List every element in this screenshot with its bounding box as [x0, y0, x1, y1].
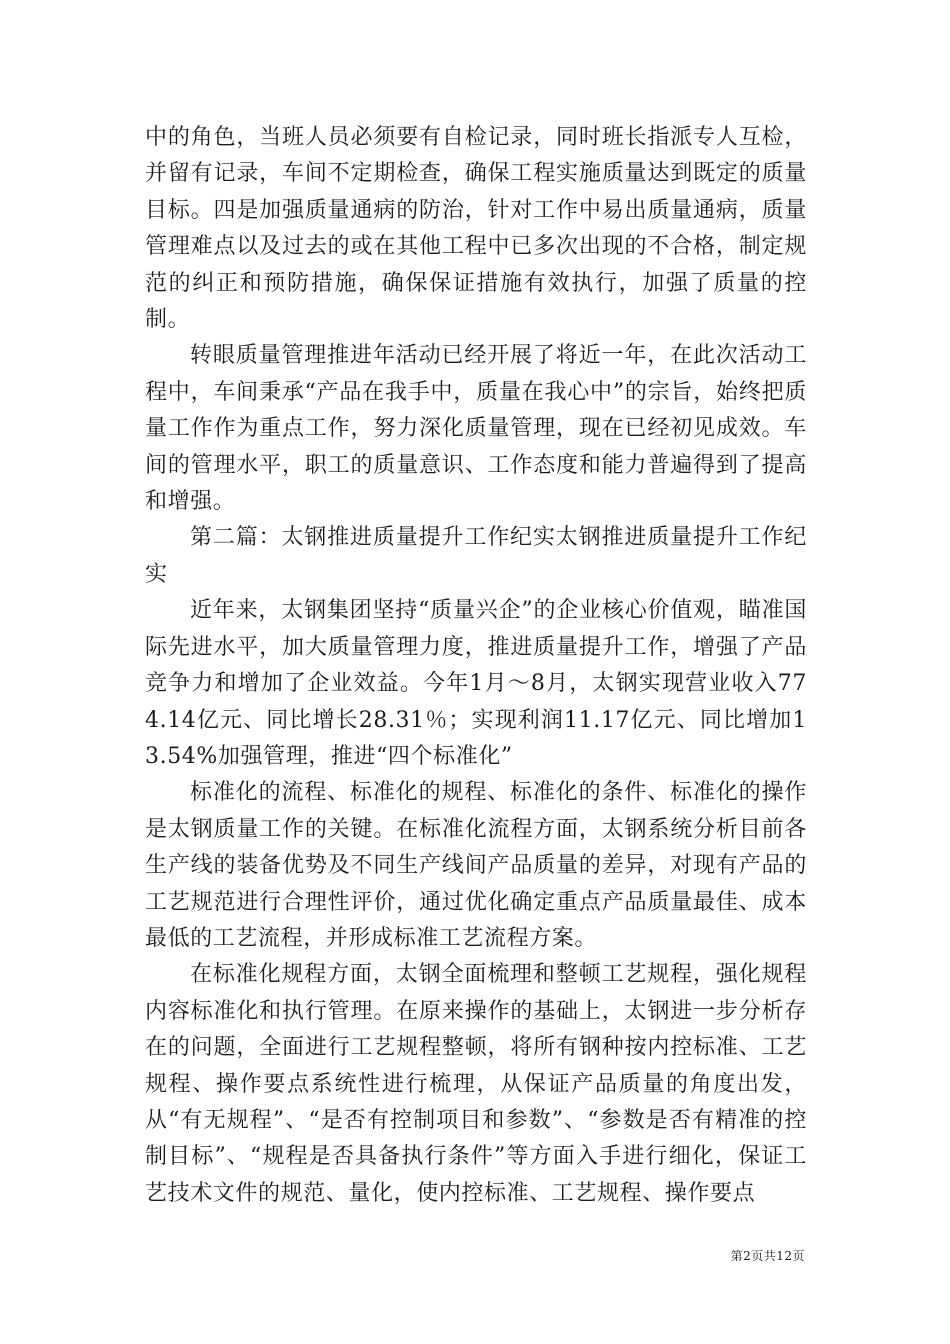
- paragraph-1: 中的角色，当班人员必须要有自检记录，同时班长指派专人互检，并留有记录，车间不定期检查，确保工程实施质量达到既定的质量目标。四是加强质量通病的防治，针对工作中易出质量通病，质量管理难点以及过去的或在其他工程中已多次出现的不合格，制定规范的纠正和预防措施，确保保证措施有效执行，加强了质量的控制。: [145, 125, 807, 333]
- paragraph-2: 转眼质量管理推进年活动已经开展了将近一年，在此次活动工程中，车间秉承“产品在我手中，质量在我心中”的宗旨，始终把质量工作作为重点工作，努力深化质量管理，现在已经初见成效。车间的管理水平，职工的质量意识、工作态度和能力普遍得到了提高和增强。: [145, 343, 807, 515]
- page-number: 第2页共12页: [730, 1249, 805, 1263]
- document-body: [145, 120, 807, 1212]
- paragraph-5: 在标准化规程方面，太钢全面梳理和整顿工艺规程，强化规程内容标准化和执行管理。在原来操作的基础上，太钢进一步分析存在的问题，全面进行工艺规程整顿，将所有钢种按内控标准、工艺规程、操作要点系统性进行梳理，从保证产品质量的角度出发，从“有无规程”、“是否有控制项目和参数”、“参数是否有精准的控制目标”、“规程是否具备执行条件”等方面入手进行细化，保证工艺技术文件的规范、量化，使内控标准、工艺规程、操作要点: [145, 962, 807, 1206]
- paragraph-3: 近年来，太钢集团坚持“质量兴企”的企业核心价值观，瞄准国际先进水平，加大质量管理力度，推进质量提升工作，增强了产品竞争力和增加了企业效益。今年1月～8月，太钢实现营业收入774.14亿元、同比增长28.31％；实现利润11.17亿元、同比增加13.54%加强管理，推进“四个标准化”: [145, 598, 807, 769]
- section-heading: 第二篇：太钢推进质量提升工作纪实太钢推进质量提升工作纪实: [145, 525, 807, 587]
- paragraph-4: 标准化的流程、标准化的规程、标准化的条件、标准化的操作是太钢质量工作的关键。在标准化流程方面，太钢系统分析目前各生产线的装备优势及不同生产线间产品质量的差异，对现有产品的工艺规范进行合理性评价，通过优化确定重点产品质量最佳、成本最低的工艺流程，并形成标准工艺流程方案。: [145, 780, 807, 951]
